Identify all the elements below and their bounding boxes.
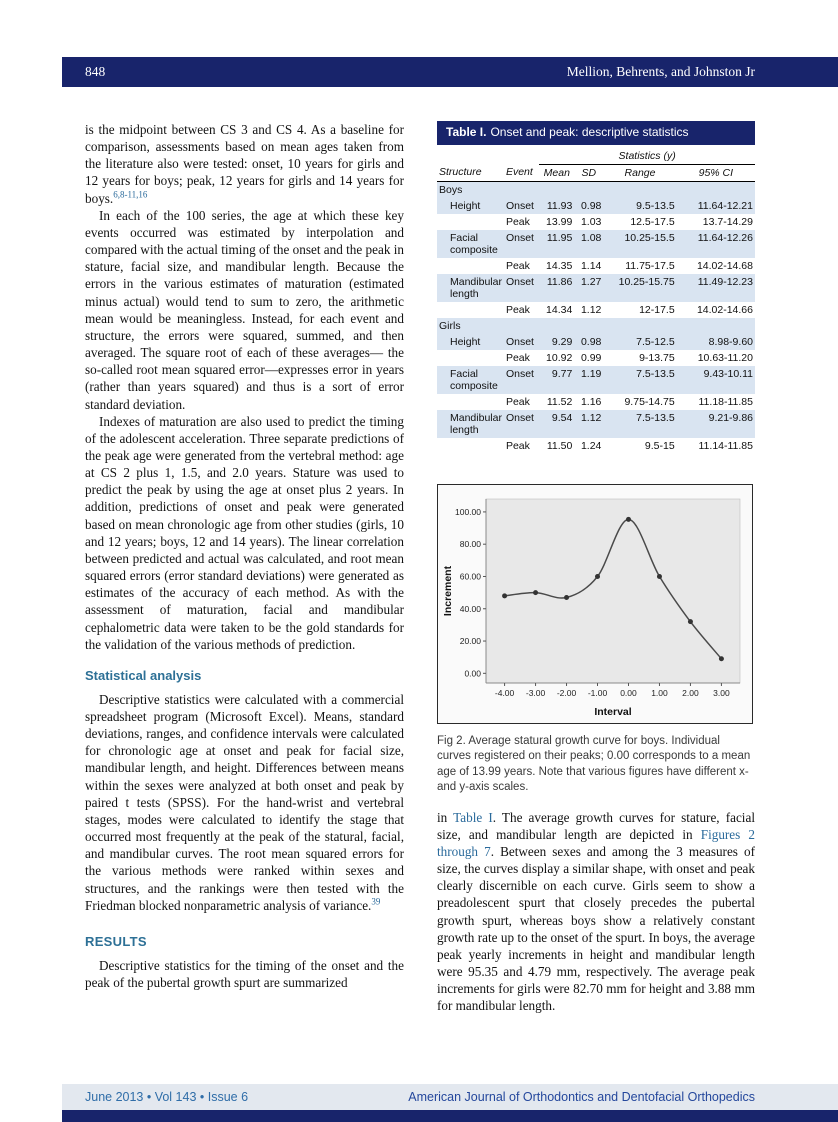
table-row: Mandibular length Onset 9.54 1.12 7.5-13.5 9.21-9.86 bbox=[437, 410, 755, 438]
descriptive-statistics-table bbox=[437, 148, 755, 454]
issue-info: June 2013 • Vol 143 • Issue 6 bbox=[85, 1090, 249, 1104]
stats-span-header: Statistics (y) bbox=[539, 148, 755, 165]
table-row: Facial composite Onset 9.77 1.19 7.5-13.5 9.43-10.11 bbox=[437, 366, 755, 394]
svg-text:40.00: 40.00 bbox=[459, 603, 481, 614]
figure-caption-text: Average statural growth curve for boys. Individual curves registered on their peaks; 0.00 corresponds to a mean age of 13.99 years. Note that various figures have different x- and y-axis scales. bbox=[437, 734, 751, 794]
growth-curve-chart bbox=[438, 485, 752, 723]
paragraph-text: Descriptive statistics were calculated with a commercial spreadsheet program (Microsoft Excel). Means, standard deviations, ranges, and confidence intervals were calculated for chronologic age at onset and peak for facial size, mandibular length, and height. Differences between means within the sexes were analyzed at both onset and peak by paired t tests (SPSS). For the hand-wrist and vertebral stages, modes were calculated to identify the stage that occurred most frequently at the peak of the statural, facial, and mandibular curves. The root mean squared errors for the various methods were ranked within sexes and structures, and the rankings were then tested with the Friedman blocked nonparametric analysis of variance. bbox=[85, 691, 404, 913]
right-column bbox=[437, 121, 755, 1015]
table-row: Peak 13.99 1.03 12.5-17.5 13.7-14.29 bbox=[505, 215, 753, 228]
journal-name: American Journal of Orthodontics and Dentofacial Orthopedics bbox=[408, 1090, 755, 1104]
table-row: Height Onset 11.93 0.98 9.5-13.5 11.64-12.21 bbox=[437, 198, 755, 214]
col-event: Event bbox=[504, 164, 539, 181]
table-number-label: Table I. bbox=[446, 125, 487, 139]
svg-text:20.00: 20.00 bbox=[459, 635, 481, 646]
table-row: Peak 11.50 1.24 9.5-15 11.14-11.85 bbox=[505, 439, 753, 452]
col-sd: SD bbox=[574, 164, 603, 181]
page-header bbox=[62, 57, 838, 87]
svg-text:3.00: 3.00 bbox=[713, 687, 730, 698]
table-title-text: Onset and peak: descriptive statistics bbox=[490, 125, 689, 139]
paragraph-text: . The average growth curves for stature, facial size, and mandibular length are depicted in bbox=[437, 809, 755, 842]
page-footer bbox=[62, 1084, 838, 1110]
table-1-link[interactable]: Table I bbox=[453, 809, 493, 825]
citation-link[interactable]: 39 bbox=[371, 896, 381, 907]
paragraph-text: is the midpoint between CS 3 and CS 4. As a baseline for comparison, assessments based on mean ages taken from the literature also were tested: onset, 10 years for girls and 12 years for boys; peak, 12 years for girls and 14 years for boys. bbox=[85, 122, 404, 206]
table-section-row: Boys bbox=[437, 181, 755, 198]
paragraph: Descriptive statistics for the timing of the onset and the peak of the pubertal growth spurt are summarized bbox=[85, 957, 404, 991]
paragraph bbox=[85, 691, 404, 914]
figures-2-7-link[interactable]: Figures 2 through 7 bbox=[437, 826, 756, 859]
figure-number-label: Fig 2. bbox=[437, 734, 466, 747]
section-heading-statistical-analysis: Statistical analysis bbox=[85, 667, 202, 683]
section-heading-results: RESULTS bbox=[85, 933, 147, 949]
footer-navy-bar bbox=[62, 1110, 838, 1122]
paragraph: Indexes of maturation are also used to predict the timing of the adolescent acceleration. Three separate predictions of the peak age were generated from the vertebral method: age at CS 2 plus 1, 1.5, and 2.0 years. Stature was used to predict the peak by using the age at onset plus 2 years. In addition, predictions of onset and peak were generated based on mean chronologic age from other studies (girls, 10 and 12 years; boys, 12 and 14 years). The linear correlation between predicted and actual was calculated, and root mean squared errors (error standard deviations) were generated as estimates of the accuracy of each method. As with the assessment of maturation, facial and mandibular cephalometric data were taken to be the gold standards for the validation of the various methods of prediction. bbox=[85, 413, 404, 652]
table-row: Peak 14.34 1.12 12-17.5 14.02-14.66 bbox=[505, 303, 753, 316]
citation-link[interactable]: 6,8-11,16 bbox=[113, 189, 148, 200]
left-column bbox=[85, 121, 404, 991]
col-mean: Mean bbox=[539, 164, 574, 181]
svg-text:60.00: 60.00 bbox=[459, 571, 481, 582]
running-head: Mellion, Behrents, and Johnston Jr bbox=[566, 64, 755, 79]
svg-text:0.00: 0.00 bbox=[464, 667, 481, 678]
svg-text:-2.00: -2.00 bbox=[556, 687, 577, 698]
table-section-row: Girls bbox=[437, 318, 755, 334]
col-structure: Structure bbox=[437, 164, 504, 181]
page-number: 848 bbox=[85, 64, 106, 79]
col-ci: 95% CI bbox=[677, 164, 755, 181]
table-row: Peak 14.35 1.14 11.75-17.5 14.02-14.68 bbox=[505, 259, 753, 272]
svg-text:-4.00: -4.00 bbox=[494, 687, 515, 698]
svg-text:-1.00: -1.00 bbox=[587, 687, 608, 698]
stats-span-row bbox=[437, 148, 755, 165]
paragraph bbox=[437, 809, 755, 1015]
table-1 bbox=[437, 121, 755, 454]
table-row: Facial composite Onset 11.95 1.08 10.25-15.5 11.64-12.26 bbox=[437, 230, 755, 258]
svg-text:0.00: 0.00 bbox=[620, 687, 637, 698]
paragraph bbox=[85, 121, 404, 207]
table-row: Mandibular length Onset 11.86 1.27 10.25-15.75 11.49-12.23 bbox=[437, 274, 755, 302]
table-row: Peak 11.52 1.16 9.75-14.75 11.18-11.85 bbox=[505, 395, 753, 408]
paragraph-text: in bbox=[437, 809, 454, 825]
svg-text:2.00: 2.00 bbox=[682, 687, 699, 698]
svg-text:1.00: 1.00 bbox=[651, 687, 668, 698]
figure-caption bbox=[437, 734, 755, 796]
paragraph-text: . Between sexes and among the 3 measures of size, the curves display a similar shape, with onset and peak clearly discernible on each curve. Girls seem to show a preadolescent spurt that closely precedes the pubertal growth spurt, whereas boys show a relatively constant growth rate up to the onset of the spurt. In boys, the average peak yearly increments in height and mandibular length were 95.35 and 4.79 mm, respectively. The average peak increments for girls were 82.70 mm for height and 3.88 mm for mandibular length. bbox=[437, 843, 755, 1014]
figure-2-chart-frame bbox=[437, 484, 753, 724]
table-row: Peak 10.92 0.99 9-13.75 10.63-11.20 bbox=[505, 351, 753, 364]
col-range: Range bbox=[603, 164, 676, 181]
table-row: Height Onset 9.29 0.98 7.5-12.5 8.98-9.60 bbox=[437, 334, 755, 350]
svg-text:100.00: 100.00 bbox=[455, 506, 481, 517]
svg-text:80.00: 80.00 bbox=[459, 538, 481, 549]
svg-text:Increment: Increment bbox=[442, 565, 454, 616]
table-title-bar bbox=[437, 121, 755, 145]
paragraph: In each of the 100 series, the age at which these key events occurred was estimated by interpolation and compared with the actual timing of the onset and the peak in stature, facial size, and mandibular length. Because the errors in the various estimates of maturation (estimated minus actual) would tend to sum to zero, the arithmetic mean would be meaningless. Instead, for each event and structure, the errors were squared, summed, and then averaged. The square root of each of these averages— the so-called root mean squared error—expresses error in years (rather than years squared) and thus is a sort of error standard deviation. bbox=[85, 207, 404, 412]
table-header-row bbox=[437, 164, 755, 181]
svg-text:Interval: Interval bbox=[594, 705, 632, 718]
svg-text:-3.00: -3.00 bbox=[525, 687, 546, 698]
